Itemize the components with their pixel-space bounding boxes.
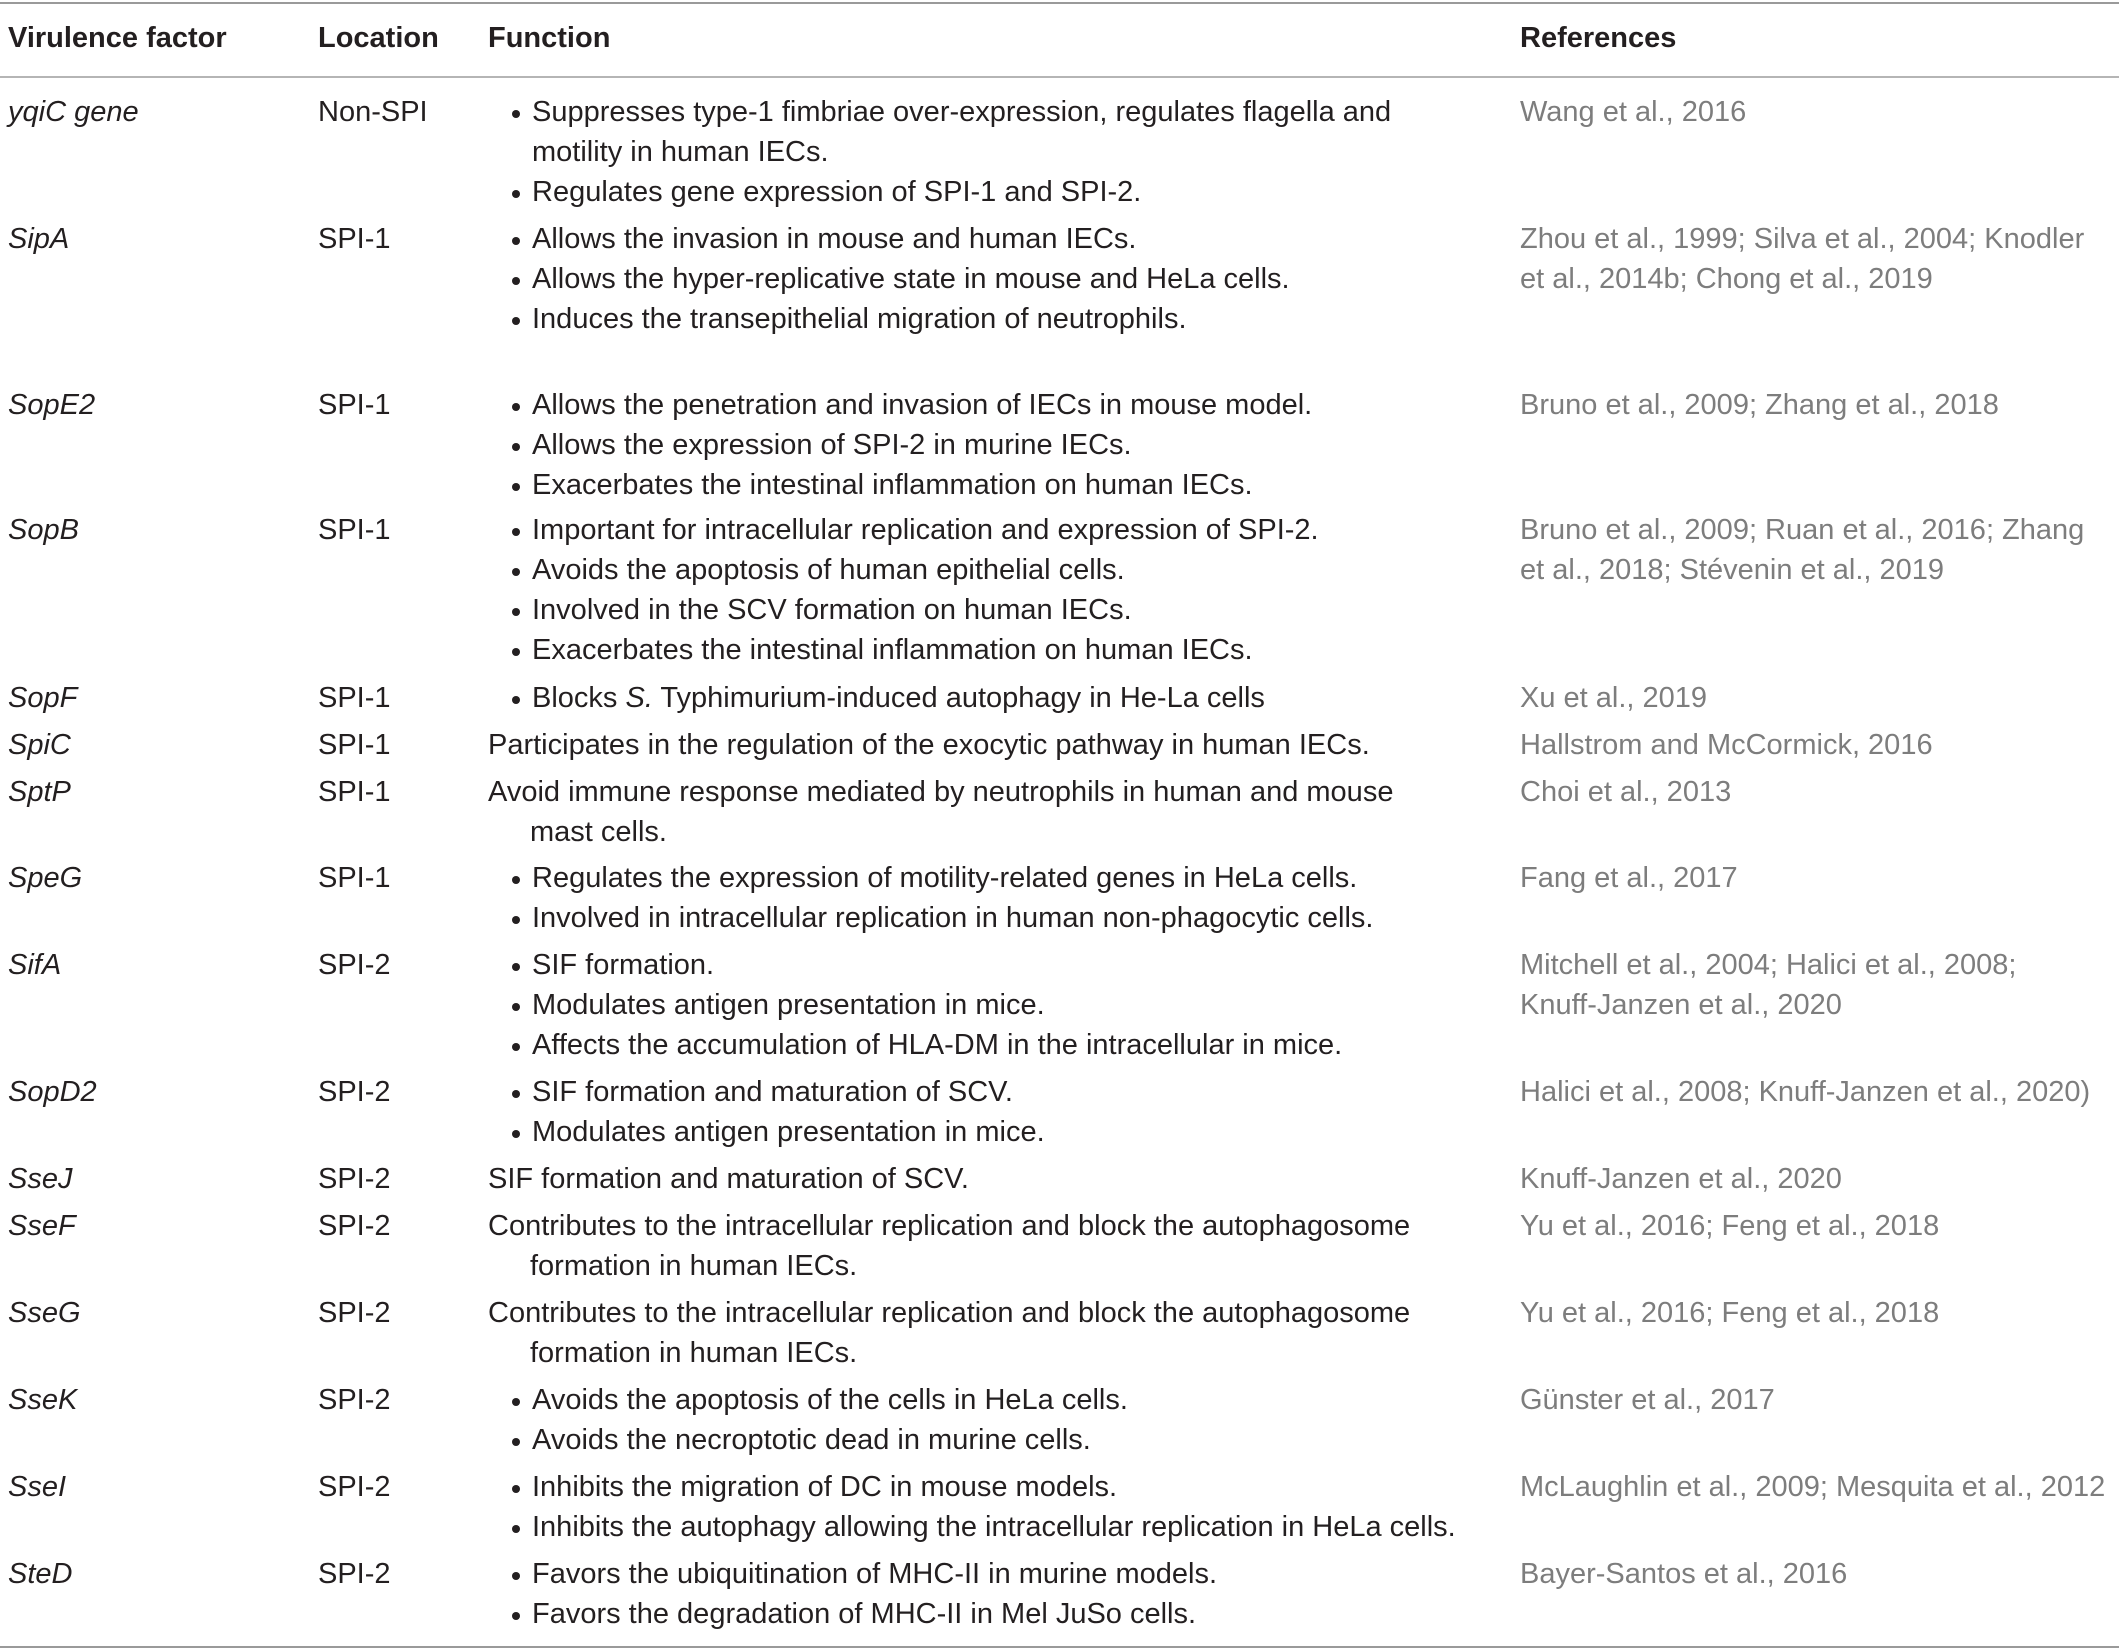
bullet-icon bbox=[512, 1525, 520, 1533]
bullet-icon bbox=[512, 1090, 520, 1098]
bullet-icon bbox=[512, 876, 520, 884]
function-cell: Blocks S. Typhimurium-induced autophagy in He-La cells bbox=[488, 678, 1265, 718]
function-cell: Important for intracellular replication and expression of SPI-2. Avoids the apoptosis of human epithelial cells. Involved in the SCV formation on human IECs. Exacerbates the intestinal inflammation on human IECs. bbox=[488, 510, 1319, 670]
references-cell: Knuff-Janzen et al., 2020 bbox=[1520, 1163, 1842, 1195]
header-location: Location bbox=[318, 22, 439, 54]
bullet-icon bbox=[512, 277, 520, 285]
function-cell: Allows the penetration and invasion of IECs in mouse model. Allows the expression of SPI-2 in murine IECs. Exacerbates the intestinal inflammation on human IECs. bbox=[488, 385, 1312, 505]
function-cell: SIF formation and maturation of SCV. bbox=[488, 1163, 969, 1195]
table-top-rule bbox=[0, 2, 2119, 4]
virulence-factor-cell: SpeG bbox=[8, 862, 83, 894]
references-cell: Yu et al., 2016; Feng et al., 2018 bbox=[1520, 1210, 1940, 1242]
virulence-factor-cell: SifA bbox=[8, 949, 62, 981]
location-cell: SPI-1 bbox=[318, 223, 391, 255]
virulence-factor-cell: SpiC bbox=[8, 729, 71, 761]
virulence-factor-cell: SseG bbox=[8, 1297, 81, 1329]
location-cell: SPI-2 bbox=[318, 1384, 391, 1416]
location-cell: SPI-1 bbox=[318, 682, 391, 714]
function-cell: Allows the invasion in mouse and human IECs. Allows the hyper-replicative state in mouse and HeLa cells. Induces the transepithelial migration of neutrophils. bbox=[488, 219, 1290, 339]
bullet-icon bbox=[512, 568, 520, 576]
location-cell: SPI-2 bbox=[318, 1163, 391, 1195]
references-cell: Günster et al., 2017 bbox=[1520, 1384, 1775, 1416]
virulence-factor-cell: SopD2 bbox=[8, 1076, 97, 1108]
function-cell: Avoids the apoptosis of the cells in HeLa cells. Avoids the necroptotic dead in murine cells. bbox=[488, 1380, 1128, 1460]
virulence-factor-cell: SipA bbox=[8, 223, 70, 255]
bullet-icon bbox=[512, 528, 520, 536]
virulence-factor-cell: yqiC gene bbox=[8, 96, 139, 128]
references-cell: Fang et al., 2017 bbox=[1520, 862, 1738, 894]
bullet-icon bbox=[512, 110, 520, 118]
table-header-rule bbox=[0, 76, 2119, 78]
bullet-icon bbox=[512, 317, 520, 325]
references-cell: Xu et al., 2019 bbox=[1520, 682, 1708, 714]
virulence-factor-cell: SopB bbox=[8, 514, 79, 546]
bullet-icon bbox=[512, 1612, 520, 1620]
references-cell: McLaughlin et al., 2009; Mesquita et al., 2012 bbox=[1520, 1471, 2106, 1503]
bullet-icon bbox=[512, 916, 520, 924]
bullet-icon bbox=[512, 190, 520, 198]
virulence-factor-cell: SseK bbox=[8, 1384, 78, 1416]
bullet-icon bbox=[512, 1485, 520, 1493]
function-cell: SIF formation. Modulates antigen presentation in mice. Affects the accumulation of HLA-DM in the intracellular in mice. bbox=[488, 945, 1342, 1065]
virulence-factor-cell: SseI bbox=[8, 1471, 67, 1503]
function-cell: Suppresses type-1 fimbriae over-expression, regulates flagella and motility in human IECs. Regulates gene expression of SPI-1 and SPI-2. bbox=[488, 92, 1391, 212]
bullet-icon bbox=[512, 1438, 520, 1446]
table-bottom-rule bbox=[0, 1646, 2119, 1648]
virulence-factor-cell: SopF bbox=[8, 682, 78, 714]
header-function: Function bbox=[488, 22, 611, 54]
function-cell: Inhibits the migration of DC in mouse models. Inhibits the autophagy allowing the intracellular replication in HeLa cells. bbox=[488, 1467, 1456, 1547]
function-cell: Participates in the regulation of the exocytic pathway in human IECs. bbox=[488, 729, 1370, 761]
function-cell: Regulates the expression of motility-related genes in HeLa cells. Involved in intracellular replication in human non-phagocytic cells. bbox=[488, 858, 1373, 938]
references-cell: Bruno et al., 2009; Zhang et al., 2018 bbox=[1520, 389, 1999, 421]
references-cell: Hallstrom and McCormick, 2016 bbox=[1520, 729, 1933, 761]
location-cell: SPI-1 bbox=[318, 776, 391, 808]
bullet-icon bbox=[512, 648, 520, 656]
bullet-icon bbox=[512, 1398, 520, 1406]
references-cell: Zhou et al., 1999; Silva et al., 2004; Knodler et al., 2014b; Chong et al., 2019 bbox=[1520, 223, 2085, 295]
header-references: References bbox=[1520, 22, 1677, 54]
bullet-icon bbox=[512, 1003, 520, 1011]
virulence-factor-cell: SteD bbox=[8, 1558, 73, 1590]
location-cell: SPI-1 bbox=[318, 389, 391, 421]
function-cell: Contributes to the intracellular replication and block the autophagosome formation in human IECs. bbox=[488, 1297, 1411, 1369]
location-cell: SPI-2 bbox=[318, 1558, 391, 1590]
virulence-factor-cell: SopE2 bbox=[8, 389, 96, 421]
header-virulence-factor: Virulence factor bbox=[8, 22, 227, 54]
location-cell: SPI-1 bbox=[318, 862, 391, 894]
bullet-icon bbox=[512, 1130, 520, 1138]
function-cell: SIF formation and maturation of SCV. Modulates antigen presentation in mice. bbox=[488, 1072, 1045, 1152]
references-cell: Mitchell et al., 2004; Halici et al., 2008; Knuff-Janzen et al., 2020 bbox=[1520, 949, 2017, 1021]
virulence-factor-cell: SseJ bbox=[8, 1163, 73, 1195]
references-cell: Choi et al., 2013 bbox=[1520, 776, 1732, 808]
location-cell: SPI-2 bbox=[318, 1471, 391, 1503]
function-cell: Favors the ubiquitination of MHC-II in murine models. Favors the degradation of MHC-II in Mel JuSo cells. bbox=[488, 1554, 1217, 1634]
bullet-icon bbox=[512, 443, 520, 451]
bullet-icon bbox=[512, 1572, 520, 1580]
function-cell: Avoid immune response mediated by neutrophils in human and mouse mast cells. bbox=[488, 776, 1394, 848]
location-cell: SPI-2 bbox=[318, 1076, 391, 1108]
bullet-icon bbox=[512, 1043, 520, 1051]
location-cell: SPI-2 bbox=[318, 1210, 391, 1242]
location-cell: SPI-2 bbox=[318, 949, 391, 981]
location-cell: SPI-1 bbox=[318, 514, 391, 546]
function-cell: Contributes to the intracellular replication and block the autophagosome formation in human IECs. bbox=[488, 1210, 1411, 1282]
location-cell: SPI-1 bbox=[318, 729, 391, 761]
location-cell: Non-SPI bbox=[318, 96, 428, 128]
bullet-icon bbox=[512, 696, 520, 704]
bullet-icon bbox=[512, 403, 520, 411]
bullet-icon bbox=[512, 483, 520, 491]
references-cell: Bayer-Santos et al., 2016 bbox=[1520, 1558, 1848, 1590]
references-cell: Bruno et al., 2009; Ruan et al., 2016; Zhang et al., 2018; Stévenin et al., 2019 bbox=[1520, 514, 2085, 586]
references-cell: Wang et al., 2016 bbox=[1520, 96, 1747, 128]
virulence-factor-cell: SptP bbox=[8, 776, 71, 808]
bullet-icon bbox=[512, 963, 520, 971]
virulence-factor-cell: SseF bbox=[8, 1210, 76, 1242]
location-cell: SPI-2 bbox=[318, 1297, 391, 1329]
bullet-icon bbox=[512, 608, 520, 616]
references-cell: Halici et al., 2008; Knuff-Janzen et al., 2020) bbox=[1520, 1076, 2091, 1108]
bullet-icon bbox=[512, 237, 520, 245]
references-cell: Yu et al., 2016; Feng et al., 2018 bbox=[1520, 1297, 1940, 1329]
